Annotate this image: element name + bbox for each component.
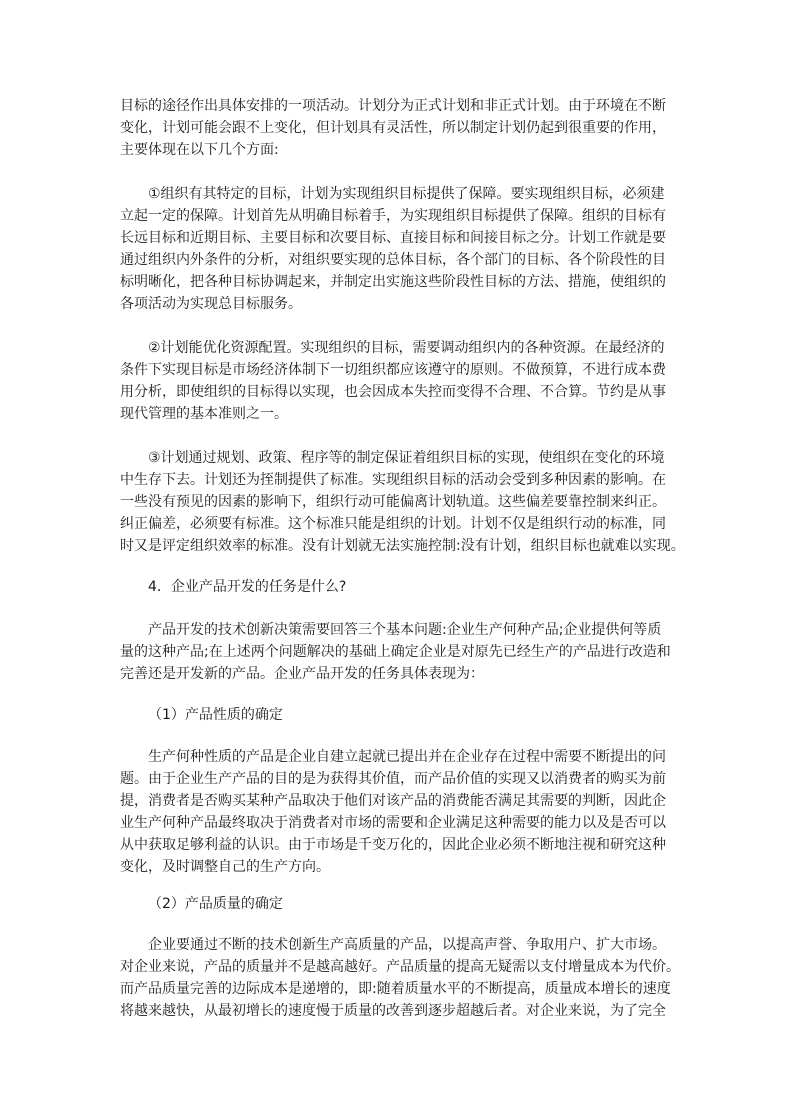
intro-line: 变化，计划可能会跟不上变化，但计划具有灵活性，所以制定计划仍起到很重要的作用， xyxy=(120,120,666,136)
point1-line: 各项活动为实现总目标服务。 xyxy=(120,296,302,312)
point3-line: 时又是评定组织效率的标准。没有计划就无法实施控制:没有计划，组织目标也就难以实现。 xyxy=(120,538,685,554)
point2-line: 用分析，即使组织的目标得以实现，也会因成本失控而变得不合理、不合算。节约是从事 xyxy=(120,384,666,400)
answer4-line: 完善还是开发新的产品。企业产品开发的任务具体表现为： xyxy=(120,666,484,682)
sub1-line: 生产何种性质的产品是企业自建立起就已提出并在企业存在过程中需要不断提出的问 xyxy=(148,749,666,765)
point1-line: ①组织有其特定的目标，计划为实现组织目标提供了保障。要实现组织目标，必须建 xyxy=(148,186,665,202)
sub2-line: 而产品质量完善的边际成本是递增的，即:随着质量水平的不断提高，质量成本增长的速度 xyxy=(120,981,671,997)
point3-line: ③计划通过规划、政策、程序等的制定保证着组织目标的实现，使组织在变化的环境 xyxy=(148,450,665,466)
point1-line: 通过组织内外条件的分析，对组织要实现的总体目标，各个部门的目标、各个阶段性的目 xyxy=(120,252,666,268)
subsection-title: （2）产品质量的确定 xyxy=(148,896,283,912)
point3-line: 一些没有预见的因素的影响下，组织行动可能偏离计划轨道。这些偏差要靠控制来纠正。 xyxy=(120,494,666,510)
point1-line: 标明晰化，把各种目标协调起来，并制定出实施这些阶段性目标的方法、措施，使组织的 xyxy=(120,274,666,290)
point3-line: 纠正偏差，必须要有标准。这个标准只能是组织的计划。计划不仅是组织行动的标准，同 xyxy=(120,516,666,532)
point2-line: 现代管理的基本准则之一。 xyxy=(120,406,288,422)
sub1-line: 从中获取足够利益的认识。由于市场是千变万化的，因此企业必须不断地注视和研究这种 xyxy=(120,837,666,853)
sub2-line: 对企业来说，产品的质量并不是越高越好。产品质量的提高无疑需以支付增量成本为代价。 xyxy=(120,959,680,975)
sub1-line: 业生产何种产品最终取决于消费者对市场的需要和企业满足这种需要的能力以及是否可以 xyxy=(120,815,666,831)
sub2-line: 将越来越快，从最初增长的速度慢于质量的改善到逐步超越后者。对企业来说，为了完全 xyxy=(120,1003,666,1019)
intro-line: 主要体现在以下几个方面: xyxy=(120,142,279,158)
point3-line: 中生存下去。计划还为挃制提供了标准。实现组织目标的活动会受到多种因素的影响。在 xyxy=(120,472,666,488)
sub1-line: 变化，及时调整自己的生产方向。 xyxy=(120,859,330,875)
sub1-line: 题。由于企业生产产品的目的是为获得其价值，而产品价值的实现又以消费者的购买为前 xyxy=(120,771,666,787)
subsection-title: （1）产品性质的确定 xyxy=(148,707,283,723)
question-heading: 4．企业产品开发的任务是什么? xyxy=(148,579,347,595)
point2-line: ②计划能优化资源配置。实现组织的目标，需要调动组织内的各种资源。在最经济的 xyxy=(148,340,665,356)
point2-line: 条件下实现目标是市场经济体制下一切组织都应该遵守的原则。不做预算，不进行成本费 xyxy=(120,362,666,378)
sub2-line: 企业要通过不断的技术创新生产高质量的产品，以提高声誉、争取用户、扩大市场。 xyxy=(148,937,666,953)
answer4-line: 量的这种产品;在上述两个问题解决的基础上确定企业是对原先已经生产的产品进行改造和 xyxy=(120,644,671,660)
intro-line: 目标的途径作出具体安排的一项活动。计划分为正式计划和非正式计划。由于环境在不断 xyxy=(120,98,666,114)
answer4-line: 产品开发的技术创新决策需要回答三个基本问题:企业生产何种产品;企业提供何等质 xyxy=(148,622,662,638)
point1-line: 长远目标和近期目标、主要目标和次要目标、直接目标和间接目标之分。计划工作就是要 xyxy=(120,230,666,246)
point1-line: 立起一定的保障。计划首先从明确目标着手，为实现组织目标提供了保障。组织的目标有 xyxy=(120,208,666,224)
sub1-line: 提，消费者是否购买某种产品取决于他们对该产品的消费能否满足其需要的判断，因此企 xyxy=(120,793,666,809)
